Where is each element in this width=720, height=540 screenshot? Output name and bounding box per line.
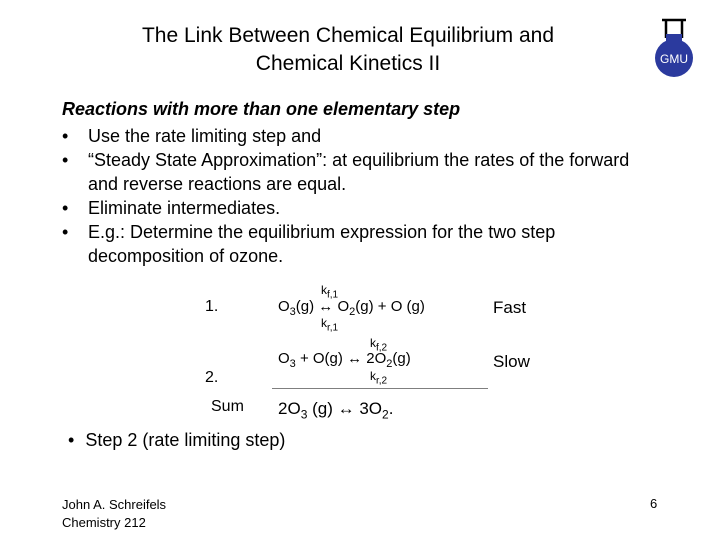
sum-divider <box>272 388 488 389</box>
section-subheading: Reactions with more than one elementary step <box>62 99 461 119</box>
bullet-text: Use the rate limiting step and <box>88 126 322 146</box>
footer-author <box>62 496 166 532</box>
bullet-marker: • <box>62 222 69 242</box>
slide-title <box>40 22 656 78</box>
bullet-list <box>62 124 642 268</box>
overall-reaction: $2O_3$ (g) ↔ $3O_2$. <box>278 399 394 422</box>
step-1-label: 1. <box>205 298 219 315</box>
step-1-forward-rate-constant: $k_{f,1}$ <box>321 283 339 301</box>
bullet-item <box>62 220 642 268</box>
logo-text: GMU <box>660 52 688 66</box>
step-1-reverse-rate-constant: $k_{r,1}$ <box>321 316 339 334</box>
title-line-1: The Link Between Chemical Equilibrium and <box>141 24 555 47</box>
sum-label: Sum <box>211 398 244 415</box>
step-2-rate: Slow <box>493 352 530 371</box>
bullet-item <box>62 148 642 196</box>
bullet-item <box>62 124 642 148</box>
step-2-reverse-rate-constant: $k_{r,2}$ <box>370 369 388 387</box>
bullet-text: E.g.: Determine the equilibrium expression for the two step decomposition of ozone. <box>88 222 556 266</box>
bullet-marker: • <box>62 126 69 146</box>
footer-course: Chemistry 212 <box>62 515 146 530</box>
bullet-marker: • <box>62 198 69 218</box>
gmu-flask-logo-icon <box>648 16 700 80</box>
title-line-2: Chemical Kinetics II <box>255 52 441 75</box>
page-number: 6 <box>650 496 658 511</box>
step-2-equation: $O_3 + O(g)$ ↔ $2O_2(g)$ <box>278 350 411 370</box>
step-2-forward-rate-constant: $k_{f,2}$ <box>370 336 388 354</box>
bullet-text: “Steady State Approximation”: at equilibrium the rates of the forward and reverse reactions are equal. <box>88 150 630 194</box>
step-2-label: 2. <box>205 369 219 386</box>
bullet-marker: • <box>62 150 69 170</box>
bullet-text: Step 2 (rate limiting step) <box>85 430 286 450</box>
footer-name: John A. Schreifels <box>62 497 167 512</box>
bullet-item <box>68 430 285 451</box>
step-1-equation: $O_3(g)$ ↔ $O_2(g) + O$ (g) <box>278 298 425 318</box>
bullet-marker: • <box>68 430 75 450</box>
step-1-rate: Fast <box>493 298 527 317</box>
bullet-item <box>62 196 642 220</box>
bullet-text: Eliminate intermediates. <box>88 198 281 218</box>
